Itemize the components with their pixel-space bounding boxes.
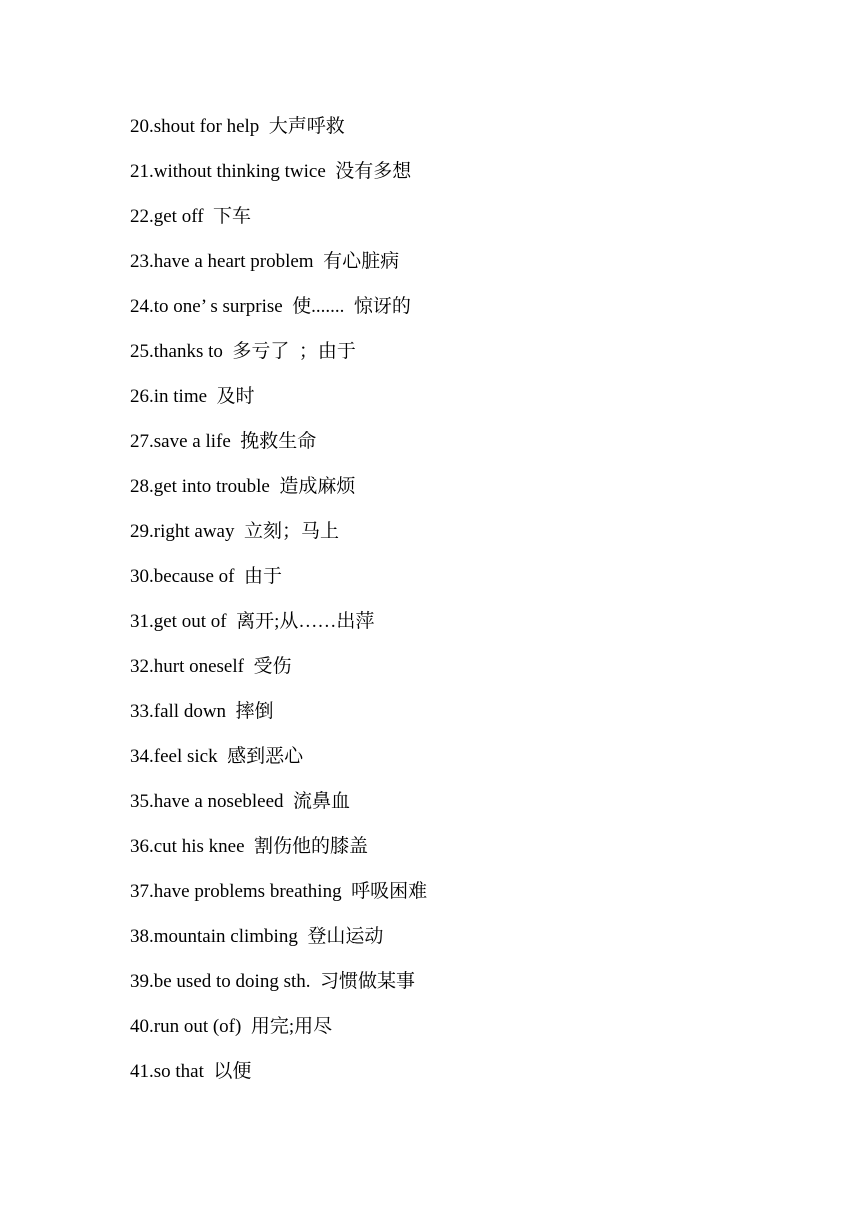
phrase-item-22: 22.get off 下车	[130, 206, 252, 227]
phrase-item-38: 38.mountain climbing 登山运动	[130, 926, 384, 947]
phrase-item-34: 34.feel sick 感到恶心	[130, 746, 304, 767]
phrase-item-31: 31.get out of 离开;从……出萍	[130, 611, 375, 632]
phrase-item-41: 41.so that 以便	[130, 1061, 252, 1082]
phrase-item-30: 30.because of 由于	[130, 566, 282, 587]
phrase-item-40: 40.run out (of) 用完;用尽	[130, 1016, 333, 1037]
phrase-item-25: 25.thanks to 多亏了 ；由于	[130, 341, 356, 362]
phrase-item-23: 23.have a heart problem 有心脏病	[130, 251, 400, 272]
phrase-item-32: 32.hurt oneself 受伤	[130, 656, 292, 677]
phrase-item-37: 37.have problems breathing 呼吸困难	[130, 881, 428, 902]
phrase-item-26: 26.in time 及时	[130, 386, 255, 407]
phrase-item-28: 28.get into trouble 造成麻烦	[130, 476, 356, 497]
phrase-item-36: 36.cut his knee 割伤他的膝盖	[130, 836, 369, 857]
phrase-item-35: 35.have a nosebleed 流鼻血	[130, 791, 351, 812]
phrase-item-20: 20.shout for help 大声呼救	[130, 116, 345, 137]
phrase-item-21: 21.without thinking twice 没有多想	[130, 161, 412, 182]
phrase-item-24: 24.to one’ s surprise 使....... 惊讶的	[130, 296, 411, 317]
phrase-item-27: 27.save a life 挽救生命	[130, 431, 317, 452]
phrase-item-33: 33.fall down 摔倒	[130, 701, 274, 722]
phrase-item-39: 39.be used to doing sth. 习惯做某事	[130, 971, 415, 992]
phrase-list	[130, 112, 427, 1102]
phrase-item-29: 29.right away 立刻；马上	[130, 521, 339, 542]
